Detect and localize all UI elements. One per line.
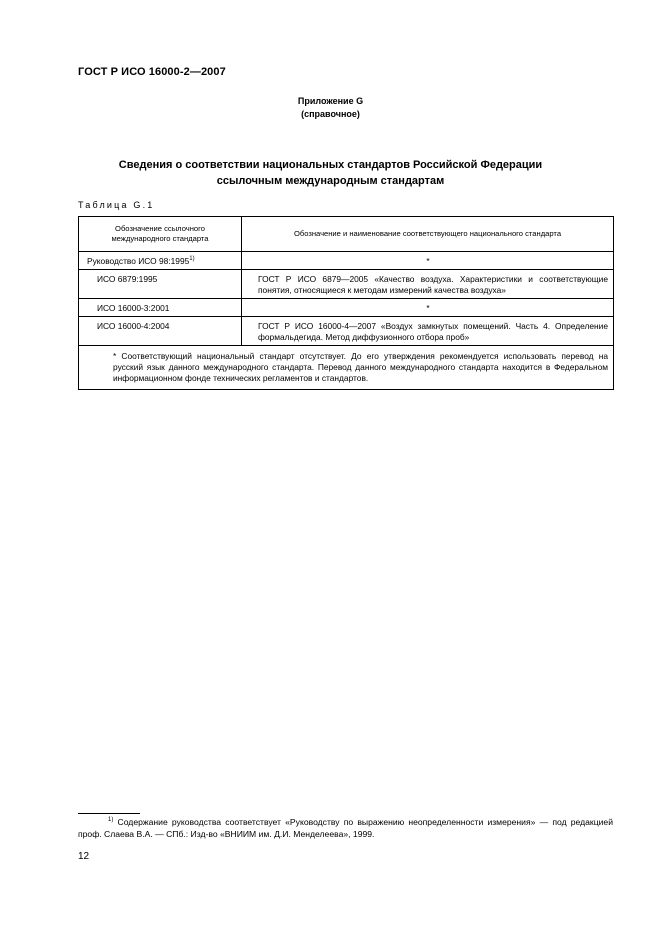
- appendix-title: Приложение G: [297, 96, 364, 106]
- document-header: ГОСТ Р ИСО 16000-2—2007: [78, 66, 226, 78]
- table-row: [79, 270, 614, 299]
- footnote-indent: [78, 817, 108, 827]
- table-note-text: * Соответствующий национальный стандарт отсутствует. До его утверждения рекомендуется использовать перевод на русский язык данного международного стандарта. Перевод данного международного стандарта находится в Федеральном информационном фонде технических регламентов и стандартов.: [113, 351, 608, 383]
- header-national-standard: Обозначение и наименование соответствующего национального стандарта: [242, 217, 614, 252]
- header-international-standard: Обозначение ссылочного международного стандарта: [79, 217, 242, 252]
- table-row: [79, 299, 614, 317]
- footnote-divider: [78, 813, 140, 814]
- page-number: 12: [78, 851, 90, 862]
- nat-value: ГОСТ Р ИСО 6879—2005 «Качество воздуха. Характеристики и соответствующие понятия, относящиеся к методам измерений качества воздуха»: [258, 274, 608, 295]
- ref-cell: ИСО 16000-3:2001: [79, 299, 242, 317]
- section-title-line1: Сведения о соответствии национальных стандартов Российской Федерации: [118, 159, 543, 171]
- section-title: [80, 157, 581, 189]
- nat-value: ГОСТ Р ИСО 16000-4—2007 «Воздух замкнутых помещений. Часть 4. Определение формальдегида. Метод диффузионного отбора проб»: [258, 321, 608, 342]
- table-note: [79, 346, 614, 390]
- table-row: [79, 317, 614, 346]
- table-caption: Таблица G.1: [78, 200, 155, 210]
- nat-cell: *: [242, 299, 614, 317]
- footnote: [78, 816, 613, 840]
- appendix-subtitle: (справочное): [301, 109, 360, 119]
- footnote-marker: 1): [108, 817, 114, 824]
- correspondence-table: [78, 216, 614, 390]
- table-row: [79, 252, 614, 270]
- section-title-line2: ссылочным международным стандартам: [216, 175, 445, 187]
- ref-cell: [79, 252, 242, 270]
- ref-cell: ИСО 6879:1995: [79, 270, 242, 299]
- footnote-marker: 1): [189, 256, 195, 263]
- ref-value: Руководство ИСО 98:1995: [87, 256, 190, 266]
- footnote-text: Содержание руководства соответствует «Руководству по выражению неопределенности измерения» — под редакцией проф. Слаева В.А. — СПб.: Изд-во «ВНИИМ им. Д.И. Менделеева», 1999.: [78, 817, 613, 839]
- ref-cell: ИСО 16000-4:2004: [79, 317, 242, 346]
- nat-cell: *: [242, 252, 614, 270]
- table-header-row: [79, 217, 614, 252]
- table-note-row: [79, 346, 614, 390]
- nat-cell: [242, 317, 614, 346]
- nat-cell: [242, 270, 614, 299]
